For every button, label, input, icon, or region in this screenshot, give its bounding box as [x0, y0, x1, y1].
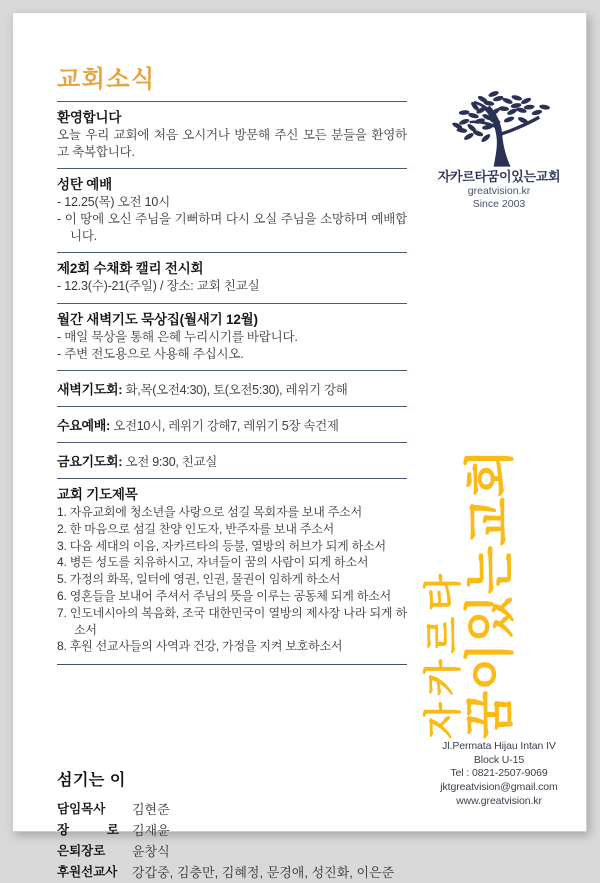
- serving-names: 김현준: [132, 802, 170, 818]
- serving-role: 담임목사: [57, 802, 106, 817]
- section-header: 제2회 수채화 캘리 전시회: [57, 261, 204, 277]
- prayer-item: 6. 영혼들을 보내어 주셔서 주님의 뜻을 이루는 공동체 되게 하소서: [57, 588, 392, 603]
- list-item: - 이 땅에 오신 주님을 기뻐하며 다시 오실 주님을 소망하며 예배합니다.: [57, 211, 407, 243]
- address-line: Block U-15: [473, 753, 525, 766]
- serving-row: [57, 799, 407, 820]
- schedule-text: 화,목(오전4:30), 토(오전5:30), 레위기 강해: [122, 383, 348, 397]
- serving-names: 김재윤: [132, 823, 170, 839]
- serving-role: 은퇴장로: [57, 844, 106, 859]
- logo-since: Since 2003: [472, 197, 526, 210]
- section-header: 환영합니다: [57, 110, 122, 125]
- prayer-item: 2. 한 마음으로 섬길 찬양 인도자, 반주자를 보내 주소서: [57, 521, 335, 536]
- section-exhibition: [57, 253, 407, 303]
- section-christmas-service: [57, 169, 407, 254]
- vertical-banner: [425, 437, 541, 739]
- schedule-label: 새벽기도회:: [57, 382, 123, 397]
- logo-website: greatvision.kr: [467, 184, 531, 197]
- section-welcome: [57, 102, 407, 169]
- prayer-item: 1. 자유교회에 청소년을 사랑으로 섬길 목회자를 보내 주소서: [57, 505, 362, 519]
- section-devotional-book: [57, 304, 407, 372]
- page-title: 교회소식: [57, 59, 407, 102]
- vertical-banner-text: [425, 437, 517, 739]
- address-line: jktgreatvision@gmail.com: [440, 780, 558, 793]
- list-item: - 매일 묵상을 통해 은혜 누리시기를 바랍니다.: [57, 329, 298, 344]
- schedule-friday-prayer: [57, 443, 407, 479]
- address-line: www.greatvision.kr: [456, 794, 542, 807]
- serving-names: 강갑중, 김충만, 김혜정, 문경애, 성진화, 이은준: [132, 865, 395, 881]
- banner-line-dream-church: 꿈이있는교회: [461, 449, 518, 739]
- banner-line-jakarta: 자카르타: [423, 568, 465, 739]
- section-body: 오늘 우리 교회에 처음 오시거나 방문해 주신 모든 분들을 환영하고 축복합니다.: [57, 128, 407, 159]
- section-header: 월간 새벽기도 묵상집(월새기 12월): [57, 311, 258, 327]
- prayer-item: 8. 후원 선교사들의 사역과 건강, 가정을 지켜 보호하소서: [57, 639, 343, 654]
- list-item: - 주변 전도용으로 사용해 주십시오.: [57, 346, 244, 361]
- tree-icon: [441, 89, 557, 167]
- serving-row: [57, 841, 407, 862]
- address-line: Tel : 0821-2507-9069: [450, 767, 548, 780]
- serving-header: 섬기는 이: [57, 772, 126, 790]
- serving-row: [57, 820, 407, 841]
- newsletter-page: [12, 12, 587, 881]
- left-column: [57, 59, 407, 883]
- schedule-text: 오전10시, 레위기 강해7, 레위기 5장 속건제: [110, 419, 339, 433]
- schedule-text: 오전 9:30, 친교실: [122, 455, 218, 469]
- section-serving: [57, 767, 407, 883]
- schedule-label: 금요기도회:: [57, 454, 123, 469]
- serving-names: 윤창식: [132, 844, 170, 860]
- serving-role: 후원선교사: [57, 865, 118, 880]
- schedule-dawn-prayer: [57, 371, 407, 407]
- church-logo: [421, 89, 577, 211]
- serving-role: 장 로: [57, 823, 119, 838]
- schedule-wednesday-service: [57, 407, 407, 443]
- prayer-item: 7. 인도네시아의 복음화, 조국 대한민국이 열방의 제사장 나라 되게 하소서: [57, 605, 407, 637]
- section-header: 교회 기도제목: [57, 487, 138, 502]
- address-block: [421, 740, 577, 808]
- list-item: - 12.3(수)-21(주일) / 장소: 교회 친교실: [57, 279, 260, 294]
- section-header: 성탄 예배: [57, 176, 112, 192]
- prayer-item: 3. 다음 세대의 이음, 자카르타의 등불, 열방의 허브가 되게 하소서: [57, 538, 386, 553]
- address-line: Jl.Permata Hijau Intan IV: [442, 740, 556, 752]
- prayer-item: 5. 가정의 화목, 일터에 영권, 인권, 물권이 임하게 하소서: [57, 572, 341, 587]
- serving-row: [57, 862, 407, 883]
- schedule-label: 수요예배:: [57, 418, 111, 433]
- logo-church-name: 자카르타꿈이있는교회: [437, 169, 561, 184]
- list-item: - 12.25(목) 오전 10시: [57, 194, 170, 209]
- section-prayer-topics: [57, 479, 407, 665]
- prayer-item: 4. 병든 성도를 치유하시고, 자녀들이 꿈의 사람이 되게 하소서: [57, 555, 369, 570]
